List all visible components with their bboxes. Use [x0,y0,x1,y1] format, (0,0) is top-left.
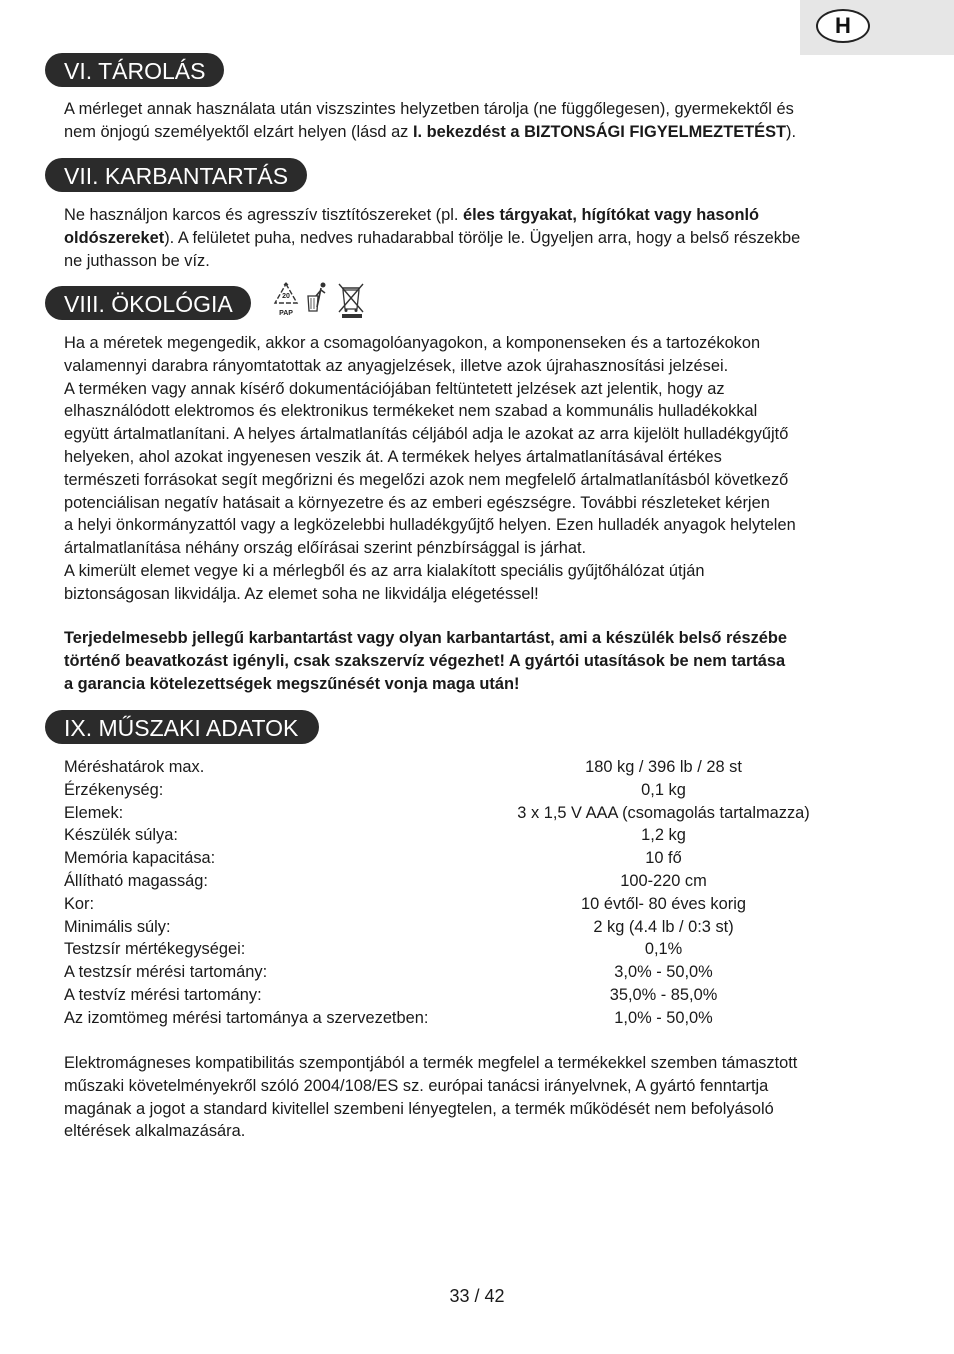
spec-value: 180 kg / 396 lb / 28 st [585,758,742,776]
ecology-line: A terméken vagy annak kísérő dokumentációjában feltüntetett jelzések azt jelentik, hogy az [64,379,725,398]
spec-value: 10 évtől- 80 éves korig [581,894,746,913]
service-warning-line: történő beavatkozást igényli, csak szakszervíz végezhet! A gyártói utasítások be nem tartása [64,651,786,670]
section-heading-maintenance: VII. KARBANTARTÁS [45,158,307,192]
ecology-line: potenciálisan negatív hatásait a környezetre és az emberi egészségre. További részleteket kérjen [64,493,770,512]
spec-label: Memória kapacitása: [64,849,216,868]
maintenance-paragraph [64,204,894,272]
table-row [64,984,824,1007]
ecology-line: elhasználódott elektromos és elektronikus termékeket nem szabad a kommunális hulladékokkal [64,402,758,421]
emc-line: magának a jogot a standard kivitellel szembeni lényegtelen, a termék működését nem befolyásoló [64,1099,774,1118]
ecology-line: a helyi önkormányzattól vagy a legközelebbi hulladékgyűjtő helyen. Ezen hulladék anyagok helytelen [64,516,796,535]
maintenance-line [64,204,894,227]
recycling-icon [275,283,297,317]
spec-value: 10 fő [645,849,682,868]
recycling-code: 20 [282,293,290,300]
storage-line [64,121,894,144]
maintenance-line [64,227,894,250]
crossed-out-bin-icon [339,284,363,318]
ecology-line: együtt ártalmatlanítani. A helyes ártalmatlanítás céljából adja le azokat az arra kijelölt hulladékgyűjtő [64,425,789,444]
ecology-line: természeti forrásokat segít megőrizni és megelőzi azok nem megfelelő ártalmatlanításból következő [64,470,789,489]
spec-value: 1,2 kg [641,826,686,845]
recycling-material-label: PAP [279,310,293,317]
ecology-line: valamennyi darabra rányomtatottak az anyagjelzések, illetve azok újrahasznosítási jelzései. [64,356,729,375]
service-warning-paragraph [64,627,894,695]
emc-line: Elektromágneses kompatibilitás szempontjából a termék megfelel a termékekkel szemben támasztott [64,1054,798,1072]
spec-label: Minimális súly: [64,917,171,936]
ecology-line: biztonságosan likvidálja. Az elemet soha ne likvidálja elégetéssel! [64,584,539,603]
spec-label: Az izomtömeg mérési tartománya a szervezetben: [64,1008,429,1027]
storage-text: ). [786,122,797,141]
ecology-line: Ha a méretek megengedik, akkor a csomagolóanyagokon, a komponenseken és a tartozékokon [64,334,761,352]
storage-reference-bold: I. bekezdést a BIZTONSÁGI FIGYELMEZTETÉST [412,122,787,141]
spec-value: 3 x 1,5 V AAA (csomagolás tartalmazza) [517,803,810,822]
storage-text: nem önjogú személyektől elzárt helyen (lásd az [64,122,413,141]
spec-value: 0,1% [644,940,683,959]
spec-label: Állítható magasság: [64,871,208,890]
table-row [64,916,824,939]
emc-line: műszaki követelményekről szóló 2004/108/ES sz. európai tanácsi irányelvnek, A gyártó fenntartja [64,1076,769,1095]
table-row [64,779,824,802]
spec-label: Érzékenység: [64,780,164,799]
emc-paragraph [64,1052,894,1143]
ecology-line: A kimerült elemet vegye ki a mérlegből és az arra kialakított speciális gyűjtőhálózat útján [64,561,705,580]
language-badge: H [816,9,870,43]
spec-value: 0,1 kg [641,780,686,799]
spec-label: Készülék súlya: [64,826,178,845]
specs-table [64,756,824,1030]
ecology-symbols [272,281,367,319]
spec-label: A testzsír mérési tartomány: [64,963,268,982]
language-tab [800,0,954,55]
table-row [64,893,824,916]
maintenance-bold-text: oldószereket [64,228,165,247]
table-row [64,756,824,779]
spec-value: 100-220 cm [620,871,707,890]
spec-value: 3,0% - 50,0% [614,963,713,982]
spec-label: Kor: [64,894,95,913]
maintenance-bold-text: éles tárgyakat, hígítókat vagy hasonló [463,206,760,224]
table-row [64,961,824,984]
service-warning-line: Terjedelmesebb jellegű karbantartást vagy olyan karbantartást, ami a készülék belső részébe [64,629,788,647]
section-heading-specs: IX. MŰSZAKI ADATOK [45,710,319,744]
storage-line: A mérleget annak használata után viszszintes helyzetben tárolja (ne függőlegesen), gyermekektől és [64,100,794,118]
spec-label: A testvíz mérési tartomány: [64,985,262,1004]
table-row [64,870,824,893]
table-row [64,847,824,870]
section-heading-storage: VI. TÁROLÁS [45,53,224,87]
maintenance-line: ne juthasson be víz. [64,251,210,270]
spec-value: 2 kg (4.4 lb / 0:3 st) [593,917,734,936]
spec-label: Testzsír mértékegységei: [64,940,246,959]
section-heading-ecology: VIII. ÖKOLÓGIA [45,286,251,320]
table-row [64,802,824,825]
spec-label: Méréshatárok max. [64,758,205,776]
table-row [64,824,824,847]
service-warning-line: a garancia kötelezettségek megszűnését vonja maga után! [64,674,520,693]
tidy-man-icon [308,283,326,312]
emc-line: eltérések alkalmazására. [64,1122,246,1141]
maintenance-text: Ne használjon karcos és agresszív tisztítószereket (pl. [64,206,464,224]
maintenance-text: ). A felületet puha, nedves ruhadarabbal törölje le. Ügyeljen arra, hogy a belső részekbe [164,228,801,247]
spec-label: Elemek: [64,803,124,822]
spec-value: 1,0% - 50,0% [614,1008,713,1027]
page-number: 33 / 42 [449,1286,505,1306]
table-row [64,938,824,961]
spec-value: 35,0% - 85,0% [609,985,718,1004]
ecology-paragraph [64,332,894,606]
ecology-line: helyeken, ahol azokat ingyenesen veszik át. A termékek helyes ártalmatlanításával értékes [64,447,722,466]
storage-paragraph [64,98,894,144]
ecology-line: ártalmatlanítása néhány ország előírásai szerint pénzbírsággal is járhat. [64,539,587,558]
table-row [64,1007,824,1030]
